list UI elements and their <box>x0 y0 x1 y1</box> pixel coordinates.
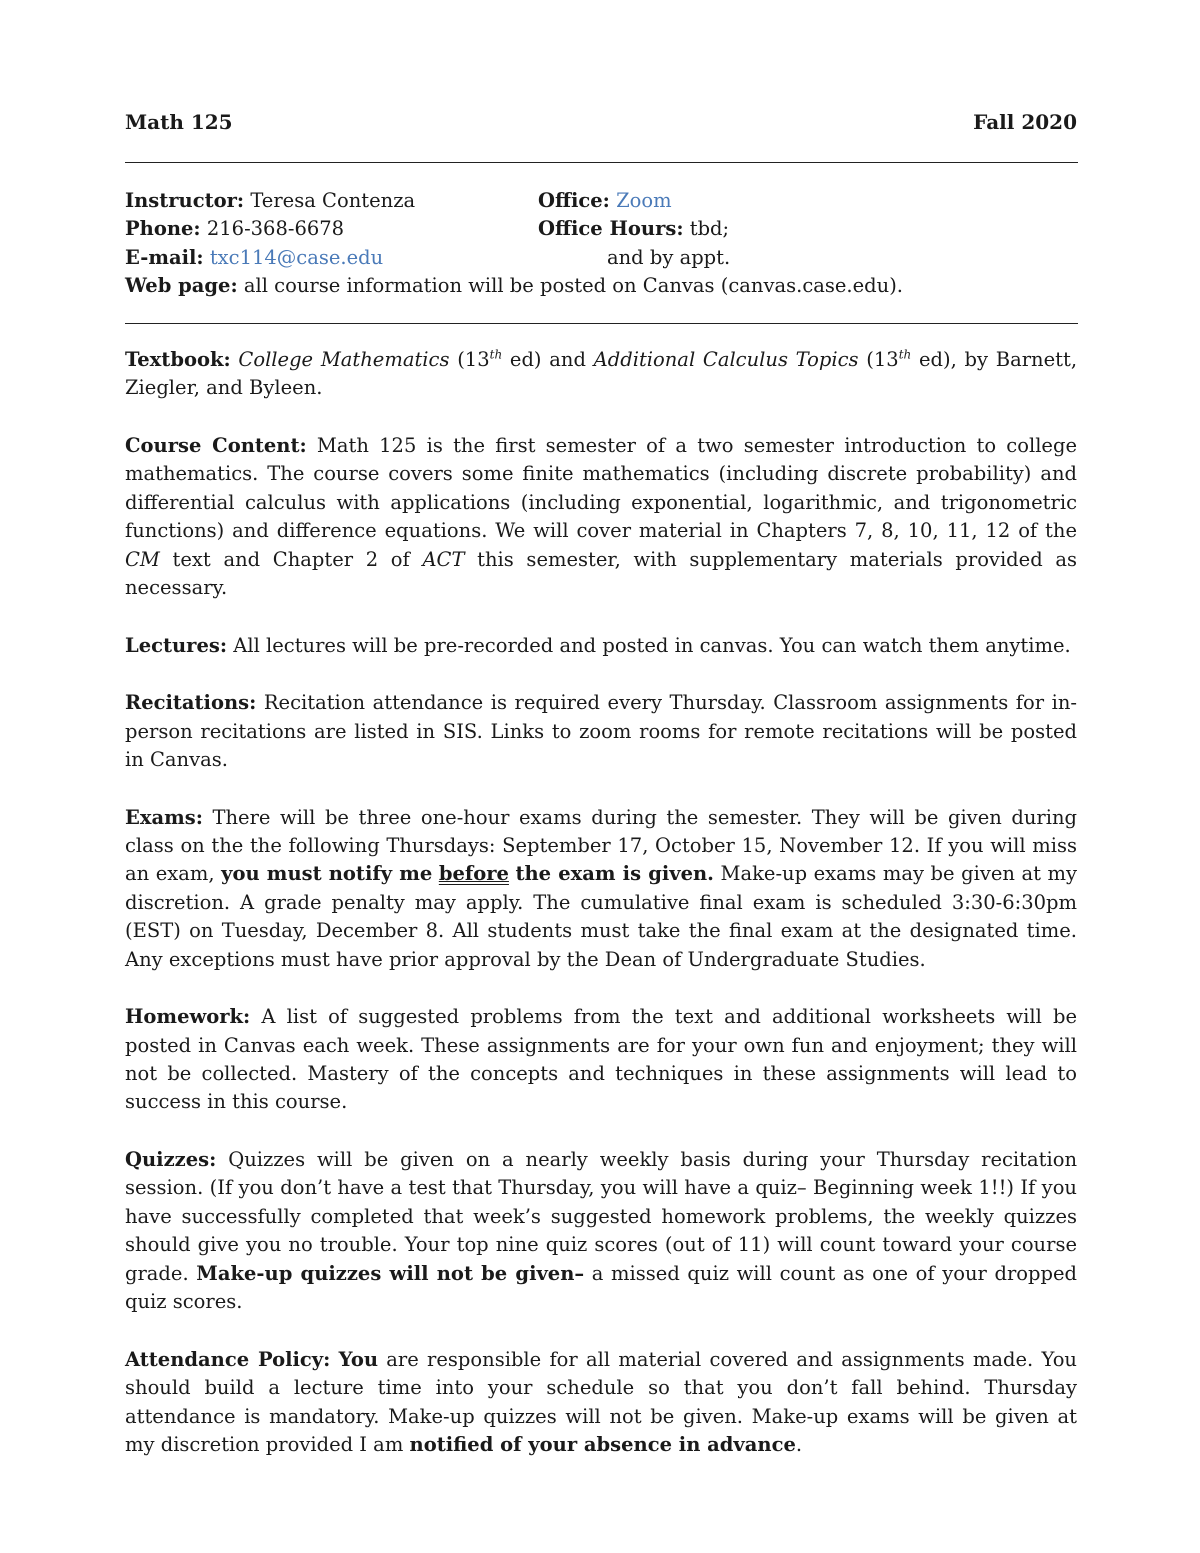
exams-text1: There will be three one-hour exams during the semester. They will be given during class on the the following Thursdays: September 17, October 15, November 12. If you will miss an exam, <box>125 805 1077 886</box>
attendance-bold2: notified of your absence in advance <box>409 1432 796 1456</box>
edition2-sup: th <box>898 347 912 362</box>
quizzes-text1: Quizzes will be given on a nearly weekly basis during your Thursday recitation session. (If you don’t have a test that Thursday, you will have a quiz– Beginning week 1!!) If you have successfully completed that week’s suggested homework problems, the weekly quizzes should give you no trouble. Your top nine quiz scores (out of 11) will count toward your course grade. <box>125 1148 1077 1285</box>
office-hours-label: Office Hours: <box>538 217 684 241</box>
edition-close: ed) and <box>502 348 594 371</box>
attendance-section <box>125 1346 1077 1460</box>
header-rule <box>125 162 1078 163</box>
content-label: Course Content: <box>125 434 307 457</box>
phone-row <box>125 215 1077 243</box>
contact-info <box>125 187 1077 301</box>
textbook-section <box>125 346 1077 403</box>
exams-bold1: you must notify me <box>221 862 433 886</box>
info-rule <box>125 323 1078 324</box>
exams-label: Exams: <box>125 805 203 829</box>
term-label: Fall 2020 <box>973 110 1077 134</box>
recitations-label: Recitations: <box>125 691 257 715</box>
quizzes-section <box>125 1146 1077 1316</box>
attendance-bold1: You <box>338 1347 379 1371</box>
content-act: ACT <box>422 547 465 571</box>
lectures-text: All lectures will be pre-recorded and posted in canvas. You can watch them anytime. <box>233 633 1071 657</box>
content-cm: CM <box>125 547 160 571</box>
content-text3: this semester, with supplementary materials provided as necessary. <box>125 547 1077 600</box>
office-link[interactable]: Zoom <box>616 189 672 212</box>
email-row <box>125 244 1077 272</box>
content-text1: Math 125 is the first semester of a two semester introduction to college mathematics. The course covers some finite mathematics (including discrete probability) and differential calculus with applications (including exponential, logarithmic, and trigonometric functions) and difference equations. We will cover material in Chapters 7, 8, 10, 11, 12 of the <box>125 434 1077 543</box>
homework-text: A list of suggested problems from the text and additional worksheets will be posted in Canvas each week. These assignments are for your own fun and enjoyment; they will not be collected. Mastery of the concepts and techniques in these assignments will lead to success in this course. <box>125 1005 1077 1114</box>
content-text2: text and Chapter 2 of <box>159 547 423 571</box>
web-text: all course information will be posted on Canvas (canvas.case.edu). <box>243 274 904 298</box>
exams-section <box>125 804 1077 974</box>
exams-bold2: the exam is given. <box>515 862 714 886</box>
instructor-name: Teresa Contenza <box>250 189 416 212</box>
office-hours-extra: and by appt. <box>607 245 731 269</box>
email-label: E-mail: <box>125 245 204 269</box>
page-header <box>125 110 1077 134</box>
web-row <box>125 272 1077 300</box>
quizzes-label: Quizzes: <box>125 1148 217 1172</box>
quizzes-bold: Make-up quizzes will not be given– <box>196 1261 585 1285</box>
edition-open: (13 <box>457 348 490 371</box>
lectures-section <box>125 632 1077 660</box>
web-label: Web page: <box>125 274 238 298</box>
attendance-end: . <box>795 1432 803 1456</box>
recitations-text: Recitation attendance is required every Thursday. Classroom assignments for in-person recitations are listed in SIS. Links to zoom rooms for remote recitations will be posted in Canvas. <box>125 691 1078 772</box>
attendance-label: Attendance Policy: <box>125 1347 331 1371</box>
homework-section <box>125 1003 1077 1117</box>
course-content-section <box>125 432 1077 602</box>
textbook-label: Textbook: <box>125 348 231 371</box>
edition2-close: ed), by Barnett, Ziegler, and Byleen. <box>125 348 1078 400</box>
lectures-label: Lectures: <box>125 633 228 657</box>
office-label: Office: <box>538 189 610 212</box>
attendance-text1: are responsible for all material covered and assignments made. You should build a lecture time into your schedule so that you don’t fall behind. Thursday attendance is mandatory. Make-up quizzes will not be given. Make-up exams will be given at my discretion provided I am <box>125 1347 1077 1456</box>
edition-sup: th <box>489 347 503 362</box>
edition2-open: (13 <box>866 348 899 371</box>
book1-title: College Mathematics <box>238 348 450 371</box>
homework-label: Homework: <box>125 1005 251 1029</box>
phone-number: 216-368-6678 <box>206 217 345 241</box>
syllabus-body <box>125 346 1077 1489</box>
exams-text2: Make-up exams may be given at my discretion. A grade penalty may apply. The cumulative final exam is scheduled 3:30-6:30pm (EST) on Tuesday, December 8. All students must take the final exam at the designated time. Any exceptions must have prior approval by the Dean of Undergraduate Studies. <box>125 862 1078 971</box>
email-link[interactable]: txc114@case.edu <box>209 245 384 269</box>
instructor-label: Instructor: <box>125 189 245 212</box>
recitations-section <box>125 689 1077 774</box>
instructor-row <box>125 187 1077 215</box>
course-title: Math 125 <box>125 110 233 134</box>
quizzes-text2: a missed quiz will count as one of your dropped quiz scores. <box>125 1261 1077 1314</box>
phone-label: Phone: <box>125 217 201 241</box>
office-hours: tbd; <box>689 217 730 241</box>
exams-before: before <box>438 862 509 886</box>
book2-title: Additional Calculus Topics <box>593 348 859 371</box>
